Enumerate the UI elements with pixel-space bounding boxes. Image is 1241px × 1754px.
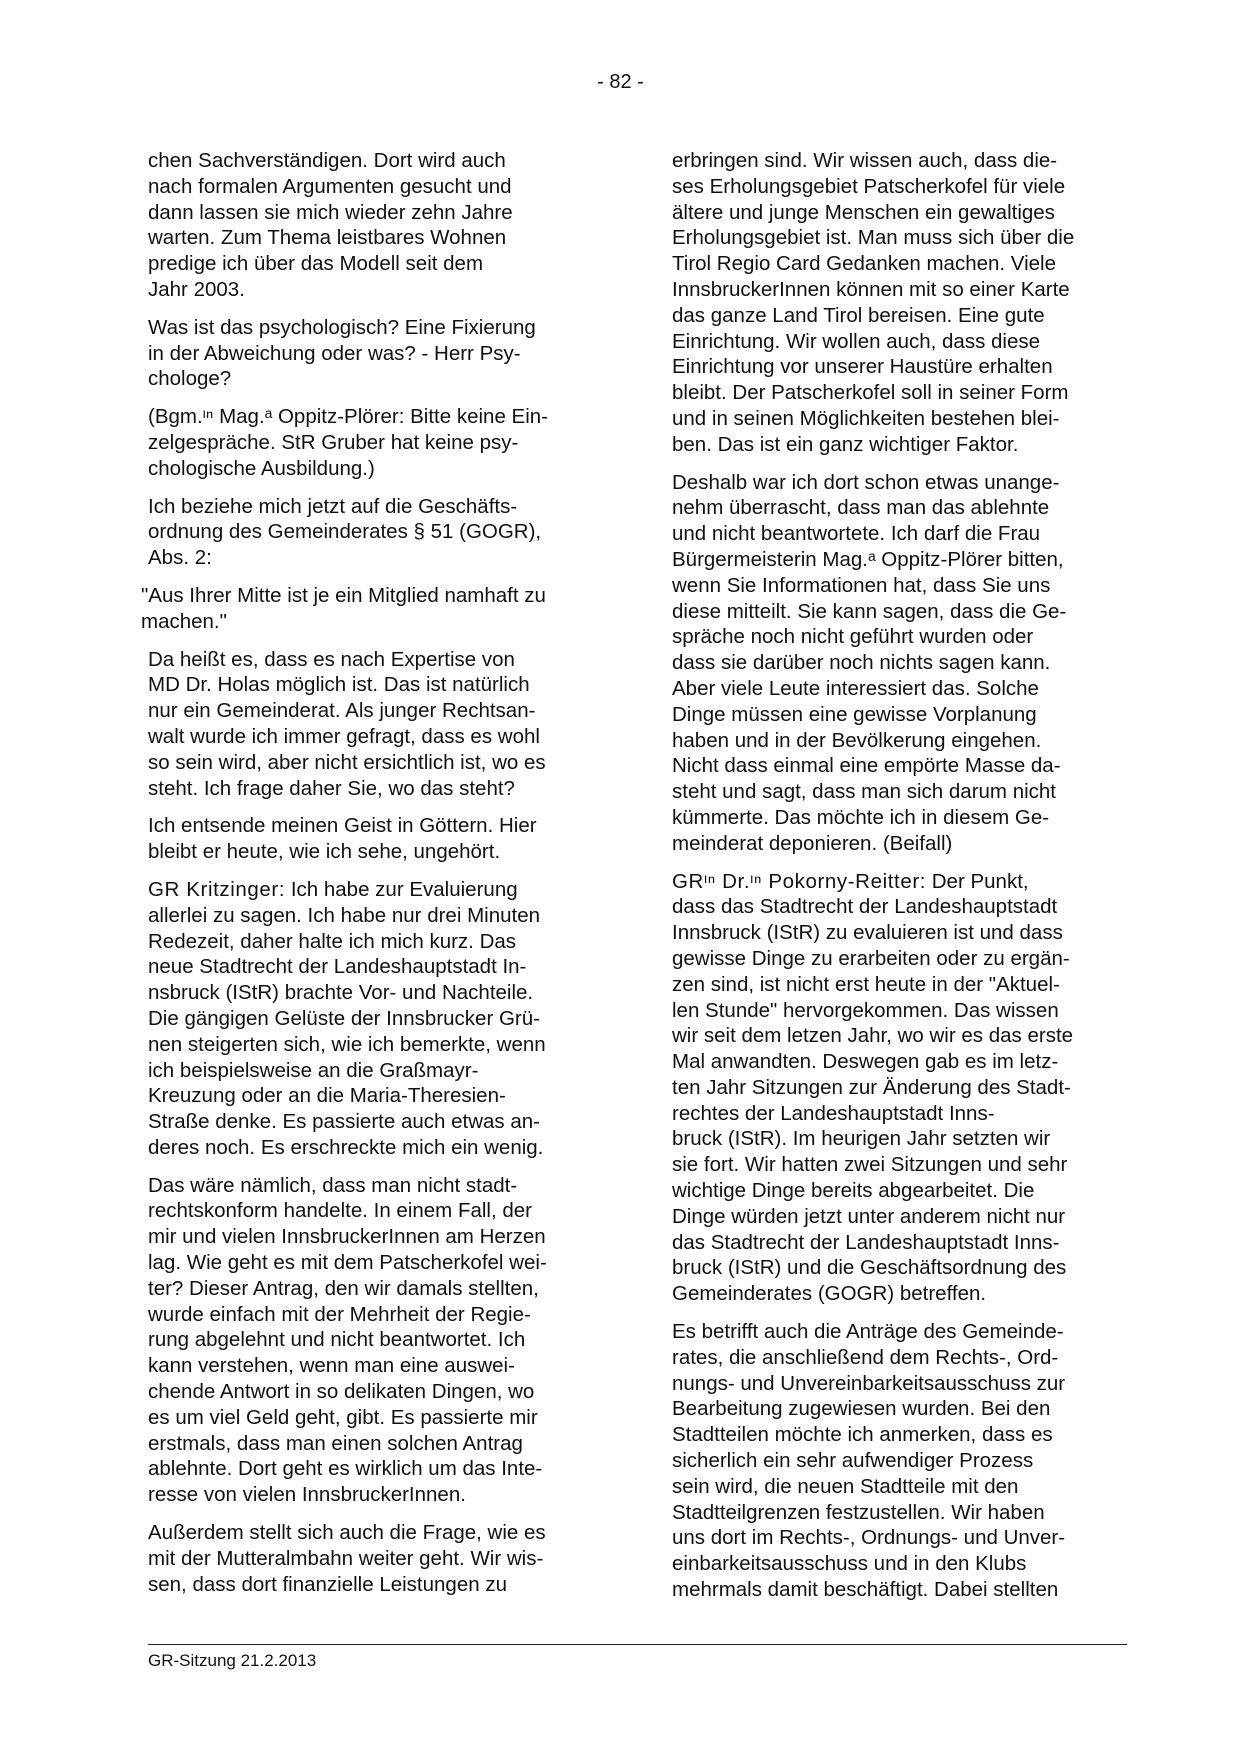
paragraph: Deshalb war ich dort schon etwas unange- nehm überrascht, dass man das ablehnte und nicht beantwortete. Ich darf die Frau Bürgermeisterin Mag.ᵃ Oppitz-Plörer bitten, wenn Sie Informationen hat, dass Sie uns diese mitteilt. Sie kann sagen, dass die Ge- spräche noch nicht geführt wurden oder dass sie darüber noch nichts sagen kann. Aber viele Leute interessiert das. Solche Dinge müssen eine gewisse Vorplanung haben und in der Bevölkerung eingehen. Nicht dass einmal eine empörte Masse da- steht und sagt, dass man sich darum nicht kümmerte. Das möchte ich in diesem Ge- meinderat deponieren. (Beifall): [672, 470, 1067, 855]
paragraph: Ich beziehe mich jetzt auf die Geschäfts- ordnung des Gemeinderates § 51 (GOGR), Abs. 2:: [148, 494, 542, 570]
speaker-name: GRᶦⁿ Dr.ᶦⁿ Pokorny-Reitter:: [672, 869, 927, 893]
paragraph-text: Ich habe zur Evaluierung allerlei zu sagen. Ich habe nur drei Minuten Redezeit, daher halte ich mich kurz. Das neue Stadtrecht der Landeshauptstadt In- nsbruck (IStR) brachte Vor- und Nachteile. Die gängigen Gelüste der Innsbrucker Grü- nen steigerten sich, wie ich bemerkte, wenn ich beispielsweise an die Graßmayr- Kreuzung oder an die Maria-Theresien- Straße denke. Es passierte auch etwas an- deres noch. Es erschreckte mich ein wenig.: [148, 877, 546, 1159]
left-column: [141, 148, 596, 1609]
paragraph: [148, 877, 596, 1161]
paragraph: Ich entsende meinen Geist in Göttern. Hier bleibt er heute, wie ich sehe, ungehört.: [148, 814, 537, 864]
page-number: - 82 -: [597, 71, 644, 93]
right-column: [672, 148, 1120, 1615]
footer-divider: [148, 1644, 1127, 1645]
paragraph: Es betrifft auch die Anträge des Gemeinde- rates, die anschließend dem Rechts-, Ord- nungs- und Unvereinbarkeitsausschuss zur Bearbeitung zugewiesen wurden. Bei den Stadtteilen möchte ich anmerken, dass es sicherlich ein sehr aufwendiger Prozess sein wird, die neuen Stadtteile mit den Stadtteilgrenzen festzustellen. Wir haben uns dort im Rechts-, Ordnungs- und Unver- einbarkeitsausschuss und in den Klubs mehrmals damit beschäftigt. Dabei stellten: [672, 1320, 1066, 1602]
paragraph-text: Der Punkt, dass das Stadtrecht der Landeshauptstadt Innsbruck (IStR) zu evaluieren ist und dass gewisse Dinge zu erarbeiten oder zu ergän- zen sind, ist nicht erst heute in der "Aktuel- len Stunde" hervorgekommen. Das wissen wir seit dem letzen Jahr, wo wir es das erste Mal anwandten. Deswegen gab es im letz- ten Jahr Sitzungen zur Änderung des Stadt- rechtes der Landeshauptstadt Inns- bruck (IStR). Im heurigen Jahr setzten wir sie fort. Wir hatten zwei Sitzungen und sehr wichtige Dinge bereits abgearbeitet. Die Dinge würden jetzt unter anderem nicht nur das Stadtrecht der Landeshauptstadt Inns- bruck (IStR) und die Geschäftsordnung des Gemeinderates (GOGR) betreffen.: [672, 869, 1074, 1306]
paragraph: Was ist das psychologisch? Eine Fixierung in der Abweichung oder was? - Herr Psy- chologe?: [148, 315, 536, 391]
paragraph: chen Sachverständigen. Dort wird auch nach formalen Argumenten gesucht und dann lassen sie mich wieder zehn Jahre warten. Zum Thema leistbares Wohnen predige ich über das Modell seit dem Jahr 2003.: [148, 149, 513, 301]
paragraph: "Aus Ihrer Mitte ist je ein Mitglied namhaft zu machen.": [141, 583, 546, 633]
paragraph: Das wäre nämlich, dass man nicht stadt- rechtskonform handelte. In einem Fall, der mir und vielen InnsbruckerInnen am Herzen lag. Wie geht es mit dem Patscherkofel wei- ter? Dieser Antrag, den wir damals stellten, wurde einfach mit der Mehrheit der Regie- rung abgelehnt und nicht beantwortet. Ich kann verstehen, wenn man eine auswei- chende Antwort in so delikaten Dingen, wo es um viel Geld geht, gibt. Es passierte mir erstmals, dass man einen solchen Antrag ablehnte. Dort geht es wirklich um das Inte- resse von vielen InnsbruckerInnen.: [148, 1173, 547, 1507]
paragraph: erbringen sind. Wir wissen auch, dass die- ses Erholungsgebiet Patscherkofel für viele ältere und junge Menschen ein gewaltiges Erholungsgebiet ist. Man muss sich über die Tirol Regio Card Gedanken machen. Viele InnsbruckerInnen können mit so einer Karte das ganze Land Tirol bereisen. Eine gute Einrichtung. Wir wollen auch, dass diese Einrichtung vor unserer Haustüre erhalten bleibt. Der Patscherkofel soll in seiner Form und in seinen Möglichkeiten bestehen blei- ben. Das ist ein ganz wichtiger Faktor.: [672, 149, 1075, 456]
speaker-name: GR Kritzinger:: [148, 877, 286, 901]
paragraph: Da heißt es, dass es nach Expertise von MD Dr. Holas möglich ist. Das ist natürlich nur ein Gemeinderat. Als junger Rechtsan- walt wurde ich immer gefragt, dass es wohl so sein wird, aber nicht ersichtlich ist, wo es steht. Ich frage daher Sie, wo das steht?: [148, 647, 546, 800]
paragraph: Außerdem stellt sich auch die Frage, wie es mit der Mutteralmbahn weiter geht. Wir wis- sen, dass dort finanzielle Leistungen zu: [148, 1521, 546, 1596]
paragraph: (Bgm.ᶦⁿ Mag.ᵃ Oppitz-Plörer: Bitte keine Ein- zelgespräche. StR Gruber hat keine psy- chologische Ausbildung.): [148, 405, 548, 480]
footer-session-date: GR-Sitzung 21.2.2013: [148, 1651, 317, 1670]
paragraph: [672, 869, 1120, 1308]
